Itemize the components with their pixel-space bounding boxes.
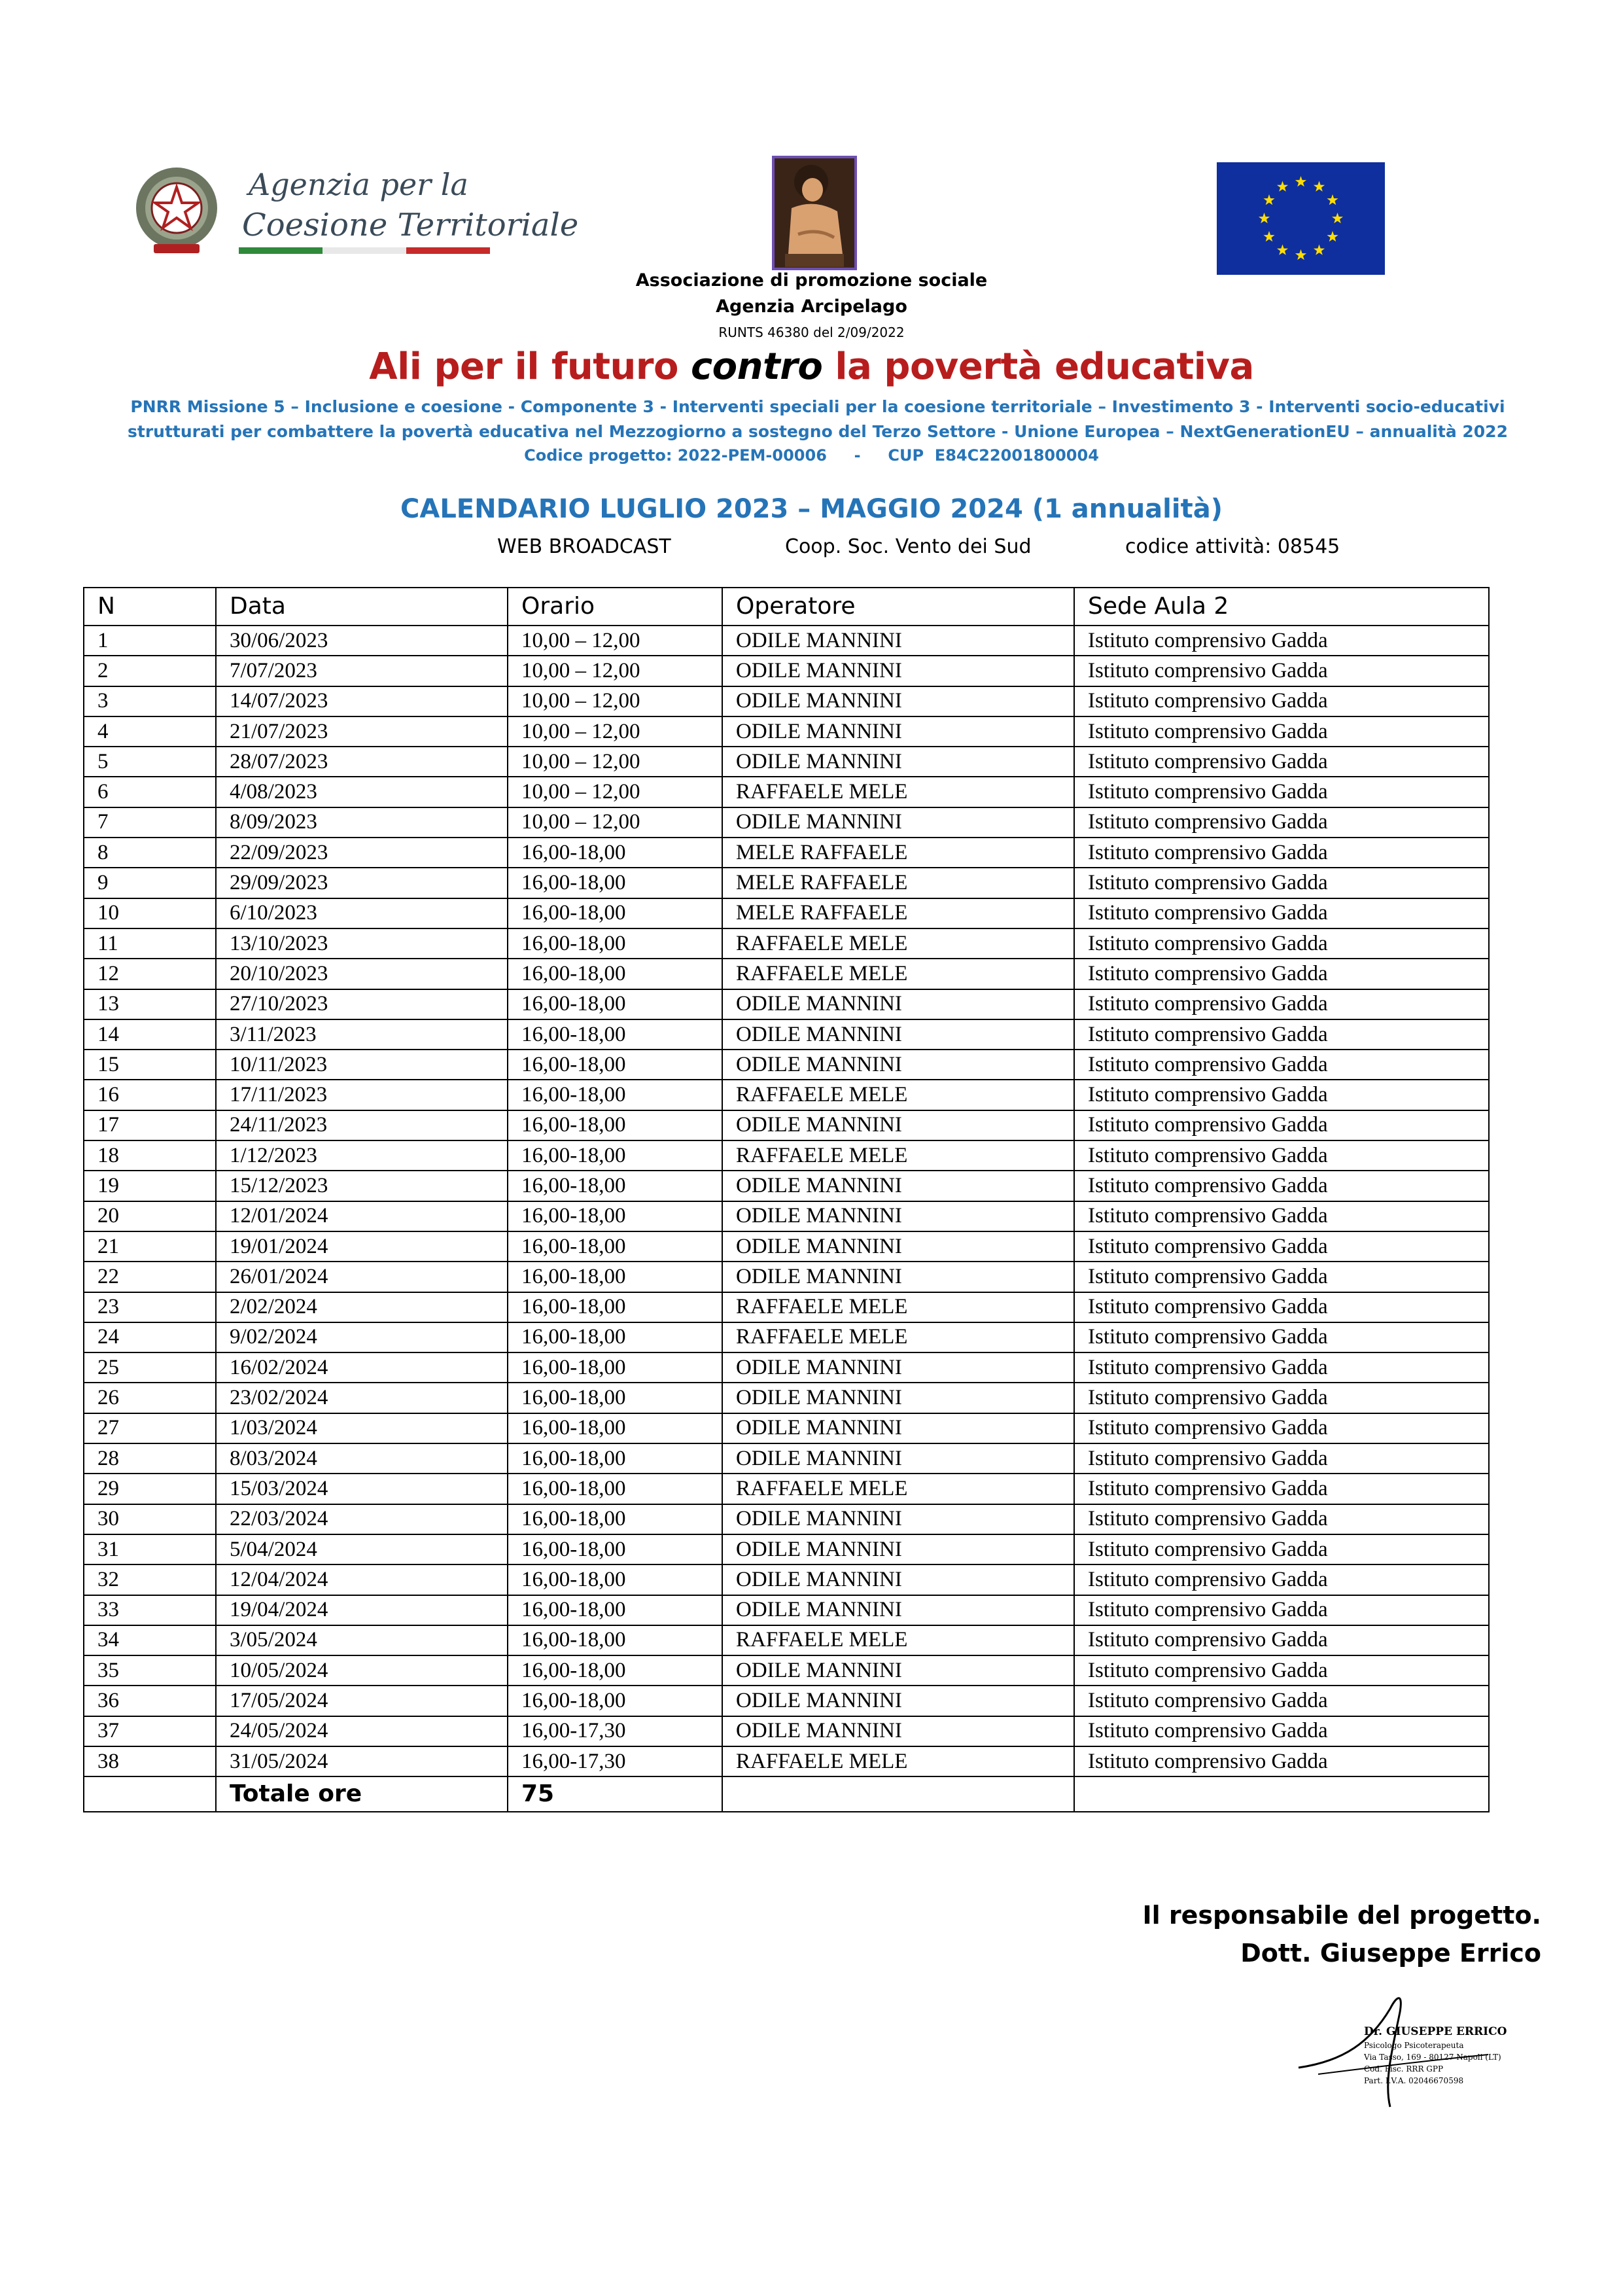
row-time: 16,00-18,00 bbox=[508, 959, 722, 989]
table-row bbox=[84, 959, 1489, 989]
row-operator: MELE RAFFAELE bbox=[722, 868, 1074, 898]
row-date: 4/08/2023 bbox=[216, 777, 508, 807]
row-time: 16,00-18,00 bbox=[508, 1322, 722, 1352]
table-row bbox=[84, 1080, 1489, 1110]
row-date: 31/05/2024 bbox=[216, 1746, 508, 1776]
table-header-row bbox=[84, 588, 1489, 626]
table-row bbox=[84, 716, 1489, 747]
row-operator: MELE RAFFAELE bbox=[722, 898, 1074, 928]
row-time: 10,00 – 12,00 bbox=[508, 656, 722, 686]
row-number: 34 bbox=[84, 1625, 216, 1655]
row-date: 19/01/2024 bbox=[216, 1231, 508, 1262]
row-location: Istituto comprensivo Gadda bbox=[1074, 1322, 1489, 1352]
row-number: 30 bbox=[84, 1504, 216, 1534]
italian-emblem-icon bbox=[136, 168, 217, 253]
row-location: Istituto comprensivo Gadda bbox=[1074, 1474, 1489, 1504]
row-location: Istituto comprensivo Gadda bbox=[1074, 1383, 1489, 1413]
row-operator: ODILE MANNINI bbox=[722, 1655, 1074, 1686]
row-operator: RAFFAELE MELE bbox=[722, 1625, 1074, 1655]
row-time: 16,00-18,00 bbox=[508, 1625, 722, 1655]
row-location: Istituto comprensivo Gadda bbox=[1074, 989, 1489, 1019]
row-date: 14/07/2023 bbox=[216, 686, 508, 716]
table-row bbox=[84, 1140, 1489, 1171]
table-row bbox=[84, 1413, 1489, 1443]
row-location: Istituto comprensivo Gadda bbox=[1074, 1564, 1489, 1595]
table-row bbox=[84, 747, 1489, 777]
row-date: 20/10/2023 bbox=[216, 959, 508, 989]
eu-flag-logo bbox=[1217, 162, 1385, 275]
row-operator: ODILE MANNINI bbox=[722, 1231, 1074, 1262]
row-number: 31 bbox=[84, 1534, 216, 1564]
row-time: 16,00-18,00 bbox=[508, 1231, 722, 1262]
row-time: 10,00 – 12,00 bbox=[508, 807, 722, 838]
row-time: 16,00-18,00 bbox=[508, 928, 722, 959]
table-row bbox=[84, 1352, 1489, 1383]
row-date: 28/07/2023 bbox=[216, 747, 508, 777]
table-row bbox=[84, 1716, 1489, 1746]
total-row bbox=[84, 1776, 1489, 1812]
row-time: 16,00-18,00 bbox=[508, 1140, 722, 1171]
stamp-line5: Part. I.V.A. 02046670598 bbox=[1364, 2076, 1464, 2085]
calendar-title: CALENDARIO LUGLIO 2023 – MAGGIO 2024 (1 annualità) bbox=[400, 494, 1223, 524]
row-number: 17 bbox=[84, 1110, 216, 1140]
row-location: Istituto comprensivo Gadda bbox=[1074, 959, 1489, 989]
stamp-line3: Via Tasso, 169 - 80127 Napoli (LT) bbox=[1364, 2053, 1501, 2062]
row-number: 25 bbox=[84, 1352, 216, 1383]
row-operator: RAFFAELE MELE bbox=[722, 928, 1074, 959]
row-date: 6/10/2023 bbox=[216, 898, 508, 928]
row-date: 8/09/2023 bbox=[216, 807, 508, 838]
table-row bbox=[84, 1110, 1489, 1140]
associazione-painting-logo bbox=[772, 156, 857, 270]
stamp-line2: Psicologo Psicoterapeuta bbox=[1364, 2041, 1464, 2050]
row-location: Istituto comprensivo Gadda bbox=[1074, 626, 1489, 656]
row-location: Istituto comprensivo Gadda bbox=[1074, 686, 1489, 716]
row-date: 16/02/2024 bbox=[216, 1352, 508, 1383]
row-operator: ODILE MANNINI bbox=[722, 1201, 1074, 1231]
row-date: 3/05/2024 bbox=[216, 1625, 508, 1655]
table-row bbox=[84, 1322, 1489, 1352]
row-operator: ODILE MANNINI bbox=[722, 1383, 1074, 1413]
association-runts: RUNTS 46380 del 2/09/2022 bbox=[718, 325, 905, 340]
table-row bbox=[84, 1686, 1489, 1716]
row-number: 11 bbox=[84, 928, 216, 959]
pnrr-description: PNRR Missione 5 – Inclusione e coesione - Componente 3 - Interventi speciali per la coesione territoriale – Investimento 3 - Interventi socio-educativi strutturati per combattere la povertà educativa nel Mezzogiorno a sostegno del Terzo Settore - Unione Europea – NextGenerationEU – annualità 2022 bbox=[128, 397, 1508, 441]
table-row bbox=[84, 868, 1489, 898]
row-time: 16,00-18,00 bbox=[508, 1595, 722, 1625]
row-number: 2 bbox=[84, 656, 216, 686]
row-operator: ODILE MANNINI bbox=[722, 1171, 1074, 1201]
row-operator: RAFFAELE MELE bbox=[722, 1746, 1074, 1776]
signoff-name: Dott. Giuseppe Errico bbox=[1240, 1939, 1541, 1968]
row-time: 10,00 – 12,00 bbox=[508, 716, 722, 747]
table-row bbox=[84, 1534, 1489, 1564]
row-date: 15/12/2023 bbox=[216, 1171, 508, 1201]
header-sede: Sede Aula 2 bbox=[1074, 588, 1489, 626]
signoff-title: Il responsabile del progetto. bbox=[1142, 1901, 1541, 1930]
row-time: 16,00-18,00 bbox=[508, 1413, 722, 1443]
row-number: 9 bbox=[84, 868, 216, 898]
header-data: Data bbox=[216, 588, 508, 626]
row-time: 16,00-18,00 bbox=[508, 1201, 722, 1231]
row-number: 29 bbox=[84, 1474, 216, 1504]
row-date: 23/02/2024 bbox=[216, 1383, 508, 1413]
row-date: 9/02/2024 bbox=[216, 1322, 508, 1352]
row-number: 26 bbox=[84, 1383, 216, 1413]
total-value: 75 bbox=[508, 1776, 722, 1812]
table-row bbox=[84, 1443, 1489, 1474]
row-time: 16,00-18,00 bbox=[508, 1504, 722, 1534]
row-operator: RAFFAELE MELE bbox=[722, 1322, 1074, 1352]
association-name: Agenzia Arcipelago bbox=[716, 296, 907, 317]
row-number: 3 bbox=[84, 686, 216, 716]
row-location: Istituto comprensivo Gadda bbox=[1074, 1080, 1489, 1110]
row-date: 10/11/2023 bbox=[216, 1050, 508, 1080]
row-operator: ODILE MANNINI bbox=[722, 626, 1074, 656]
row-number: 14 bbox=[84, 1019, 216, 1050]
row-time: 16,00-18,00 bbox=[508, 838, 722, 868]
row-number: 7 bbox=[84, 807, 216, 838]
header-n: N bbox=[84, 588, 216, 626]
row-number: 12 bbox=[84, 959, 216, 989]
row-operator: ODILE MANNINI bbox=[722, 1352, 1074, 1383]
row-date: 5/04/2024 bbox=[216, 1534, 508, 1564]
row-number: 10 bbox=[84, 898, 216, 928]
row-time: 16,00-18,00 bbox=[508, 1564, 722, 1595]
row-operator: ODILE MANNINI bbox=[722, 656, 1074, 686]
row-location: Istituto comprensivo Gadda bbox=[1074, 1504, 1489, 1534]
row-location: Istituto comprensivo Gadda bbox=[1074, 1019, 1489, 1050]
row-number: 32 bbox=[84, 1564, 216, 1595]
association-type: Associazione di promozione sociale bbox=[635, 270, 988, 291]
row-number: 28 bbox=[84, 1443, 216, 1474]
row-operator: RAFFAELE MELE bbox=[722, 1474, 1074, 1504]
row-location: Istituto comprensivo Gadda bbox=[1074, 1110, 1489, 1140]
row-date: 8/03/2024 bbox=[216, 1443, 508, 1474]
row-number: 15 bbox=[84, 1050, 216, 1080]
row-operator: ODILE MANNINI bbox=[722, 807, 1074, 838]
row-number: 33 bbox=[84, 1595, 216, 1625]
row-operator: ODILE MANNINI bbox=[722, 1534, 1074, 1564]
row-operator: MELE RAFFAELE bbox=[722, 838, 1074, 868]
row-operator: ODILE MANNINI bbox=[722, 989, 1074, 1019]
row-number: 38 bbox=[84, 1746, 216, 1776]
row-date: 2/02/2024 bbox=[216, 1292, 508, 1322]
header-orario: Orario bbox=[508, 588, 722, 626]
table-row bbox=[84, 1504, 1489, 1534]
row-number: 36 bbox=[84, 1686, 216, 1716]
row-number: 16 bbox=[84, 1080, 216, 1110]
table-row bbox=[84, 807, 1489, 838]
row-location: Istituto comprensivo Gadda bbox=[1074, 807, 1489, 838]
row-date: 22/09/2023 bbox=[216, 838, 508, 868]
table-row bbox=[84, 898, 1489, 928]
table-row bbox=[84, 1050, 1489, 1080]
table-row bbox=[84, 1474, 1489, 1504]
row-operator: ODILE MANNINI bbox=[722, 1716, 1074, 1746]
header-operatore: Operatore bbox=[722, 588, 1074, 626]
row-operator: ODILE MANNINI bbox=[722, 1595, 1074, 1625]
row-date: 26/01/2024 bbox=[216, 1262, 508, 1292]
row-number: 21 bbox=[84, 1231, 216, 1262]
table-row bbox=[84, 1019, 1489, 1050]
row-date: 1/03/2024 bbox=[216, 1413, 508, 1443]
row-number: 24 bbox=[84, 1322, 216, 1352]
row-number: 20 bbox=[84, 1201, 216, 1231]
row-operator: ODILE MANNINI bbox=[722, 1413, 1074, 1443]
row-operator: RAFFAELE MELE bbox=[722, 1292, 1074, 1322]
coop-label: Coop. Soc. Vento dei Sud bbox=[785, 535, 1032, 558]
web-broadcast-label: WEB BROADCAST bbox=[497, 535, 671, 558]
activity-code: codice attività: 08545 bbox=[1125, 535, 1340, 558]
row-number: 4 bbox=[84, 716, 216, 747]
row-date: 19/04/2024 bbox=[216, 1595, 508, 1625]
row-operator: ODILE MANNINI bbox=[722, 686, 1074, 716]
row-date: 22/03/2024 bbox=[216, 1504, 508, 1534]
row-time: 16,00-18,00 bbox=[508, 1110, 722, 1140]
row-time: 16,00-18,00 bbox=[508, 1474, 722, 1504]
stamp-line1: Dr. GIUSEPPE ERRICO bbox=[1364, 2025, 1507, 2038]
row-location: Istituto comprensivo Gadda bbox=[1074, 1171, 1489, 1201]
table-row bbox=[84, 1262, 1489, 1292]
table-row bbox=[84, 1383, 1489, 1413]
row-date: 7/07/2023 bbox=[216, 656, 508, 686]
row-date: 3/11/2023 bbox=[216, 1019, 508, 1050]
row-date: 17/11/2023 bbox=[216, 1080, 508, 1110]
title-part2: contro bbox=[690, 345, 823, 388]
row-operator: ODILE MANNINI bbox=[722, 1686, 1074, 1716]
row-number: 22 bbox=[84, 1262, 216, 1292]
row-location: Istituto comprensivo Gadda bbox=[1074, 1443, 1489, 1474]
row-location: Istituto comprensivo Gadda bbox=[1074, 1050, 1489, 1080]
table-row bbox=[84, 1625, 1489, 1655]
row-time: 16,00-18,00 bbox=[508, 1080, 722, 1110]
row-operator: RAFFAELE MELE bbox=[722, 1140, 1074, 1171]
project-code: Codice progetto: 2022-PEM-00006 - CUP E84C22001800004 bbox=[524, 446, 1099, 465]
agenzia-line2: Coesione Territoriale bbox=[242, 207, 579, 243]
row-location: Istituto comprensivo Gadda bbox=[1074, 1140, 1489, 1171]
table-row bbox=[84, 626, 1489, 656]
row-location: Istituto comprensivo Gadda bbox=[1074, 868, 1489, 898]
row-time: 10,00 – 12,00 bbox=[508, 626, 722, 656]
row-date: 1/12/2023 bbox=[216, 1140, 508, 1171]
row-date: 10/05/2024 bbox=[216, 1655, 508, 1686]
row-operator: ODILE MANNINI bbox=[722, 1504, 1074, 1534]
table-row bbox=[84, 1201, 1489, 1231]
row-time: 16,00-18,00 bbox=[508, 1292, 722, 1322]
row-location: Istituto comprensivo Gadda bbox=[1074, 838, 1489, 868]
table-row bbox=[84, 928, 1489, 959]
row-date: 12/01/2024 bbox=[216, 1201, 508, 1231]
row-time: 16,00-18,00 bbox=[508, 1655, 722, 1686]
table-row bbox=[84, 1746, 1489, 1776]
row-number: 19 bbox=[84, 1171, 216, 1201]
row-location: Istituto comprensivo Gadda bbox=[1074, 1716, 1489, 1746]
row-operator: RAFFAELE MELE bbox=[722, 959, 1074, 989]
row-location: Istituto comprensivo Gadda bbox=[1074, 716, 1489, 747]
row-date: 13/10/2023 bbox=[216, 928, 508, 959]
total-empty-cell bbox=[1074, 1776, 1489, 1812]
table-row bbox=[84, 838, 1489, 868]
row-number: 8 bbox=[84, 838, 216, 868]
row-time: 16,00-18,00 bbox=[508, 1352, 722, 1383]
total-empty-cell bbox=[84, 1776, 216, 1812]
row-location: Istituto comprensivo Gadda bbox=[1074, 656, 1489, 686]
agenzia-line1: Agenzia per la bbox=[249, 167, 468, 202]
row-time: 10,00 – 12,00 bbox=[508, 747, 722, 777]
row-date: 24/11/2023 bbox=[216, 1110, 508, 1140]
row-time: 16,00-17,30 bbox=[508, 1746, 722, 1776]
row-date: 29/09/2023 bbox=[216, 868, 508, 898]
row-time: 10,00 – 12,00 bbox=[508, 686, 722, 716]
row-time: 16,00-18,00 bbox=[508, 1383, 722, 1413]
row-location: Istituto comprensivo Gadda bbox=[1074, 1262, 1489, 1292]
row-time: 16,00-18,00 bbox=[508, 1019, 722, 1050]
row-operator: ODILE MANNINI bbox=[722, 1564, 1074, 1595]
row-number: 6 bbox=[84, 777, 216, 807]
row-number: 13 bbox=[84, 989, 216, 1019]
page-title bbox=[0, 345, 1623, 388]
table-row bbox=[84, 777, 1489, 807]
row-time: 16,00-18,00 bbox=[508, 1686, 722, 1716]
total-label: Totale ore bbox=[216, 1776, 508, 1812]
row-operator: ODILE MANNINI bbox=[722, 1019, 1074, 1050]
row-number: 23 bbox=[84, 1292, 216, 1322]
row-time: 16,00-18,00 bbox=[508, 898, 722, 928]
title-part1: Ali per il futuro bbox=[369, 345, 691, 388]
title-part3: la povertà educativa bbox=[822, 345, 1254, 388]
row-location: Istituto comprensivo Gadda bbox=[1074, 747, 1489, 777]
row-date: 12/04/2024 bbox=[216, 1564, 508, 1595]
table-row bbox=[84, 1292, 1489, 1322]
row-location: Istituto comprensivo Gadda bbox=[1074, 1625, 1489, 1655]
row-time: 16,00-18,00 bbox=[508, 868, 722, 898]
row-number: 1 bbox=[84, 626, 216, 656]
row-time: 16,00-18,00 bbox=[508, 1534, 722, 1564]
row-time: 16,00-18,00 bbox=[508, 1262, 722, 1292]
row-operator: ODILE MANNINI bbox=[722, 1443, 1074, 1474]
row-location: Istituto comprensivo Gadda bbox=[1074, 777, 1489, 807]
schedule-table bbox=[83, 587, 1490, 1812]
row-operator: ODILE MANNINI bbox=[722, 1050, 1074, 1080]
table-row bbox=[84, 1564, 1489, 1595]
row-location: Istituto comprensivo Gadda bbox=[1074, 1746, 1489, 1776]
table-row bbox=[84, 686, 1489, 716]
row-time: 16,00-18,00 bbox=[508, 1171, 722, 1201]
row-time: 16,00-18,00 bbox=[508, 1050, 722, 1080]
row-date: 21/07/2023 bbox=[216, 716, 508, 747]
row-date: 24/05/2024 bbox=[216, 1716, 508, 1746]
total-empty-cell bbox=[722, 1776, 1074, 1812]
row-location: Istituto comprensivo Gadda bbox=[1074, 898, 1489, 928]
row-number: 27 bbox=[84, 1413, 216, 1443]
row-location: Istituto comprensivo Gadda bbox=[1074, 1292, 1489, 1322]
agenzia-coesione-logo bbox=[128, 156, 579, 274]
table-row bbox=[84, 989, 1489, 1019]
row-number: 5 bbox=[84, 747, 216, 777]
row-number: 35 bbox=[84, 1655, 216, 1686]
table-row bbox=[84, 1655, 1489, 1686]
row-location: Istituto comprensivo Gadda bbox=[1074, 1231, 1489, 1262]
row-operator: ODILE MANNINI bbox=[722, 1110, 1074, 1140]
row-operator: RAFFAELE MELE bbox=[722, 777, 1074, 807]
table-row bbox=[84, 1231, 1489, 1262]
stamp-line4: Cod. Fisc. RRR GPP bbox=[1364, 2064, 1444, 2074]
row-location: Istituto comprensivo Gadda bbox=[1074, 1413, 1489, 1443]
table-row bbox=[84, 1595, 1489, 1625]
row-date: 17/05/2024 bbox=[216, 1686, 508, 1716]
row-location: Istituto comprensivo Gadda bbox=[1074, 1534, 1489, 1564]
row-time: 16,00-18,00 bbox=[508, 1443, 722, 1474]
row-location: Istituto comprensivo Gadda bbox=[1074, 1686, 1489, 1716]
row-time: 16,00-17,30 bbox=[508, 1716, 722, 1746]
row-operator: ODILE MANNINI bbox=[722, 747, 1074, 777]
row-number: 18 bbox=[84, 1140, 216, 1171]
row-date: 15/03/2024 bbox=[216, 1474, 508, 1504]
row-location: Istituto comprensivo Gadda bbox=[1074, 1655, 1489, 1686]
row-location: Istituto comprensivo Gadda bbox=[1074, 1595, 1489, 1625]
table-row bbox=[84, 656, 1489, 686]
row-date: 30/06/2023 bbox=[216, 626, 508, 656]
table-row bbox=[84, 1171, 1489, 1201]
row-location: Istituto comprensivo Gadda bbox=[1074, 1201, 1489, 1231]
row-time: 10,00 – 12,00 bbox=[508, 777, 722, 807]
row-location: Istituto comprensivo Gadda bbox=[1074, 928, 1489, 959]
row-date: 27/10/2023 bbox=[216, 989, 508, 1019]
signature-stamp bbox=[1292, 1983, 1514, 2120]
row-time: 16,00-18,00 bbox=[508, 989, 722, 1019]
row-location: Istituto comprensivo Gadda bbox=[1074, 1352, 1489, 1383]
row-number: 37 bbox=[84, 1716, 216, 1746]
row-operator: RAFFAELE MELE bbox=[722, 1080, 1074, 1110]
row-operator: ODILE MANNINI bbox=[722, 716, 1074, 747]
row-operator: ODILE MANNINI bbox=[722, 1262, 1074, 1292]
